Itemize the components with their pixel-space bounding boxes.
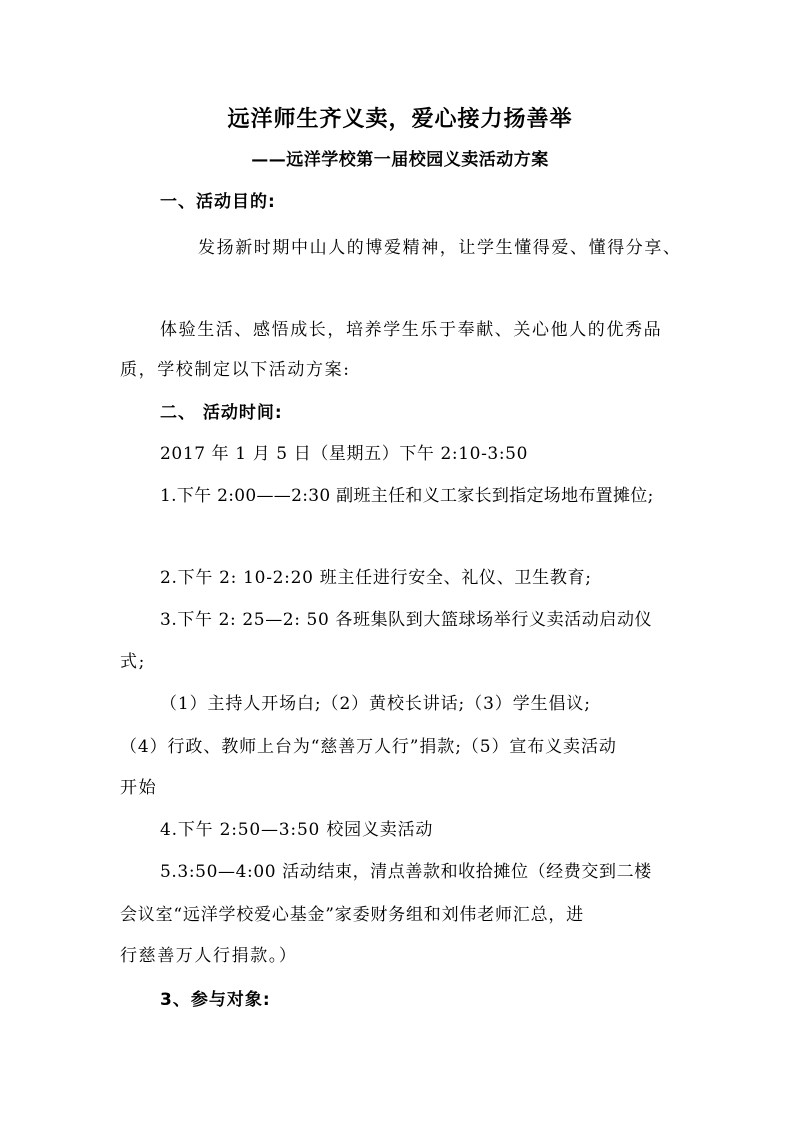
schedule-item-1: 1.下午 2:00——2:30 副班主任和义工家长到指定场地布置摊位; xyxy=(160,486,654,506)
activity-date: 2017 年 1 月 5 日（星期五）下午 2:10-3:50 xyxy=(160,444,529,464)
section-heading-purpose: 一、活动目的: xyxy=(160,192,276,212)
schedule-item-5: 5.3:50—4:00 活动结束，清点善款和收拾摊位（经费交到二楼 xyxy=(160,862,652,882)
schedule-item-5-continued-2: 行慈善万人行捐款。） xyxy=(120,946,298,966)
section-heading-time: 二、 活动时间: xyxy=(160,403,283,423)
schedule-item-4: 4.下午 2:50—3:50 校园义卖活动 xyxy=(160,820,434,840)
schedule-item-5-continued-1: 会议室“远洋学校爱心基金”家委财务组和刘伟老师汇总，进 xyxy=(120,905,584,925)
purpose-line-1: 发扬新时期中山人的博爱精神，让学生懂得爱、懂得分享、 xyxy=(198,238,682,258)
purpose-line-3: 质，学校制定以下活动方案: xyxy=(120,360,351,380)
document-title: 远洋师生齐义卖，爱心接力扬善举 xyxy=(227,107,573,132)
schedule-item-3-continued: 式; xyxy=(120,652,146,672)
schedule-item-2: 2.下午 2: 10-2:20 班主任进行安全、礼仪、卫生教育; xyxy=(160,568,592,588)
purpose-line-2: 体验生活、感悟成长，培养学生乐于奉献、关心他人的优秀品 xyxy=(160,320,663,340)
ceremony-steps-line-2: （4）行政、教师上台为“慈善万人行”捐款;（5）宣布义卖活动 xyxy=(120,737,617,757)
schedule-item-3: 3.下午 2: 25—2: 50 各班集队到大篮球场举行义卖活动启动仪 xyxy=(160,610,653,630)
ceremony-steps-line-3: 开始 xyxy=(120,778,158,798)
ceremony-steps-line-1: （1）主持人开场白;（2）黄校长讲话;（3）学生倡议; xyxy=(160,694,591,714)
document-subtitle: ——远洋学校第一届校园义卖活动方案 xyxy=(251,150,549,170)
section-heading-participants: 3、参与对象: xyxy=(160,990,271,1010)
